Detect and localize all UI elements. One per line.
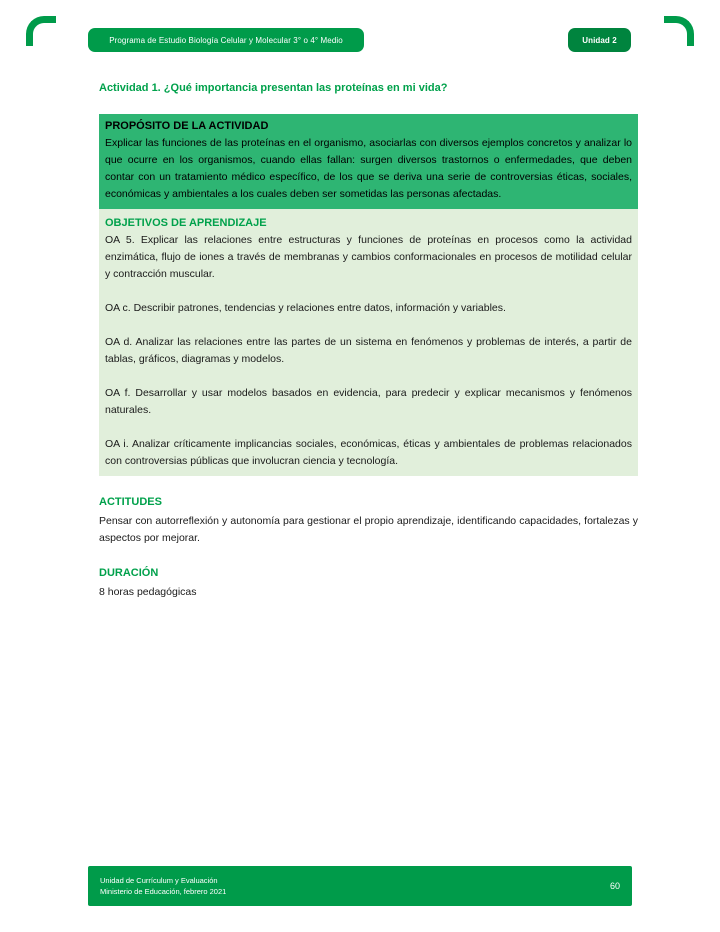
- oa-item-i: OA i. Analizar críticamente implicancias sociales, económicas, éticas y ambientales de problemas relacionados con controversias públicas que involucran ciencia y tecnología.: [105, 438, 632, 467]
- header-program-pill: [88, 28, 364, 52]
- proposito-body: Explicar las funciones de las proteínas en el organismo, asociarlas con diversos ejemplos concretos y analizar lo que ocurre en los organismos, cuando ellas fallan: surgen diversos trastornos o enfermedades, que deben contar con un tratamiento médico específico, de los que se deriva una serie de controversias éticas, sociales, económicas y ambientales a los cuales deben ser sometidas las personas afectadas.: [105, 137, 632, 200]
- actitudes-section: [99, 494, 638, 547]
- objetivos-box: [99, 209, 638, 476]
- corner-decoration-top-right-icon: [664, 16, 694, 46]
- proposito-box: [99, 114, 638, 209]
- duracion-section: [99, 565, 638, 601]
- oa-item-d: OA d. Analizar las relaciones entre las partes de un sistema en fenómenos y problemas de interés, a partir de tablas, gráficos, diagramas y modelos.: [105, 336, 632, 365]
- objetivos-heading: OBJETIVOS DE APRENDIZAJE: [105, 217, 267, 229]
- footer-line2: Ministerio de Educación, febrero 2021: [100, 887, 227, 896]
- activity-title: Actividad 1. ¿Qué importancia presentan las proteínas en mi vida?: [99, 82, 448, 94]
- footer-line1: Unidad de Currículum y Evaluación: [100, 876, 218, 885]
- oa-item-c: OA c. Describir patrones, tendencias y relaciones entre datos, información y variables.: [105, 302, 506, 314]
- oa-item-f: OA f. Desarrollar y usar modelos basados en evidencia, para predecir y explicar mecanismos y fenómenos naturales.: [105, 387, 632, 416]
- actitudes-body: Pensar con autorreflexión y autonomía para gestionar el propio aprendizaje, identificando capacidades, fortalezas y aspectos por mejorar.: [99, 515, 638, 544]
- actitudes-heading: ACTITUDES: [99, 496, 162, 508]
- duracion-body: 8 horas pedagógicas: [99, 586, 197, 598]
- oa-item-5: OA 5. Explicar las relaciones entre estructuras y funciones de proteínas en procesos como la actividad enzimática, flujo de iones a través de membranas y cambios conformacionales en procesos de motilidad celular y contracción muscular.: [105, 234, 632, 280]
- corner-decoration-top-left-icon: [26, 16, 56, 46]
- page-content: [99, 82, 638, 601]
- duracion-heading: DURACIÓN: [99, 567, 159, 579]
- header-program-label: Programa de Estudio Biología Celular y Molecular 3° o 4° Medio: [109, 35, 343, 45]
- proposito-heading: PROPÓSITO DE LA ACTIVIDAD: [105, 120, 269, 132]
- footer-page-number: 60: [609, 881, 620, 891]
- header-unit-badge: [568, 28, 631, 52]
- header-unit-label: Unidad 2: [582, 35, 617, 45]
- footer-bar: [88, 866, 632, 906]
- footer-credits: [100, 875, 226, 897]
